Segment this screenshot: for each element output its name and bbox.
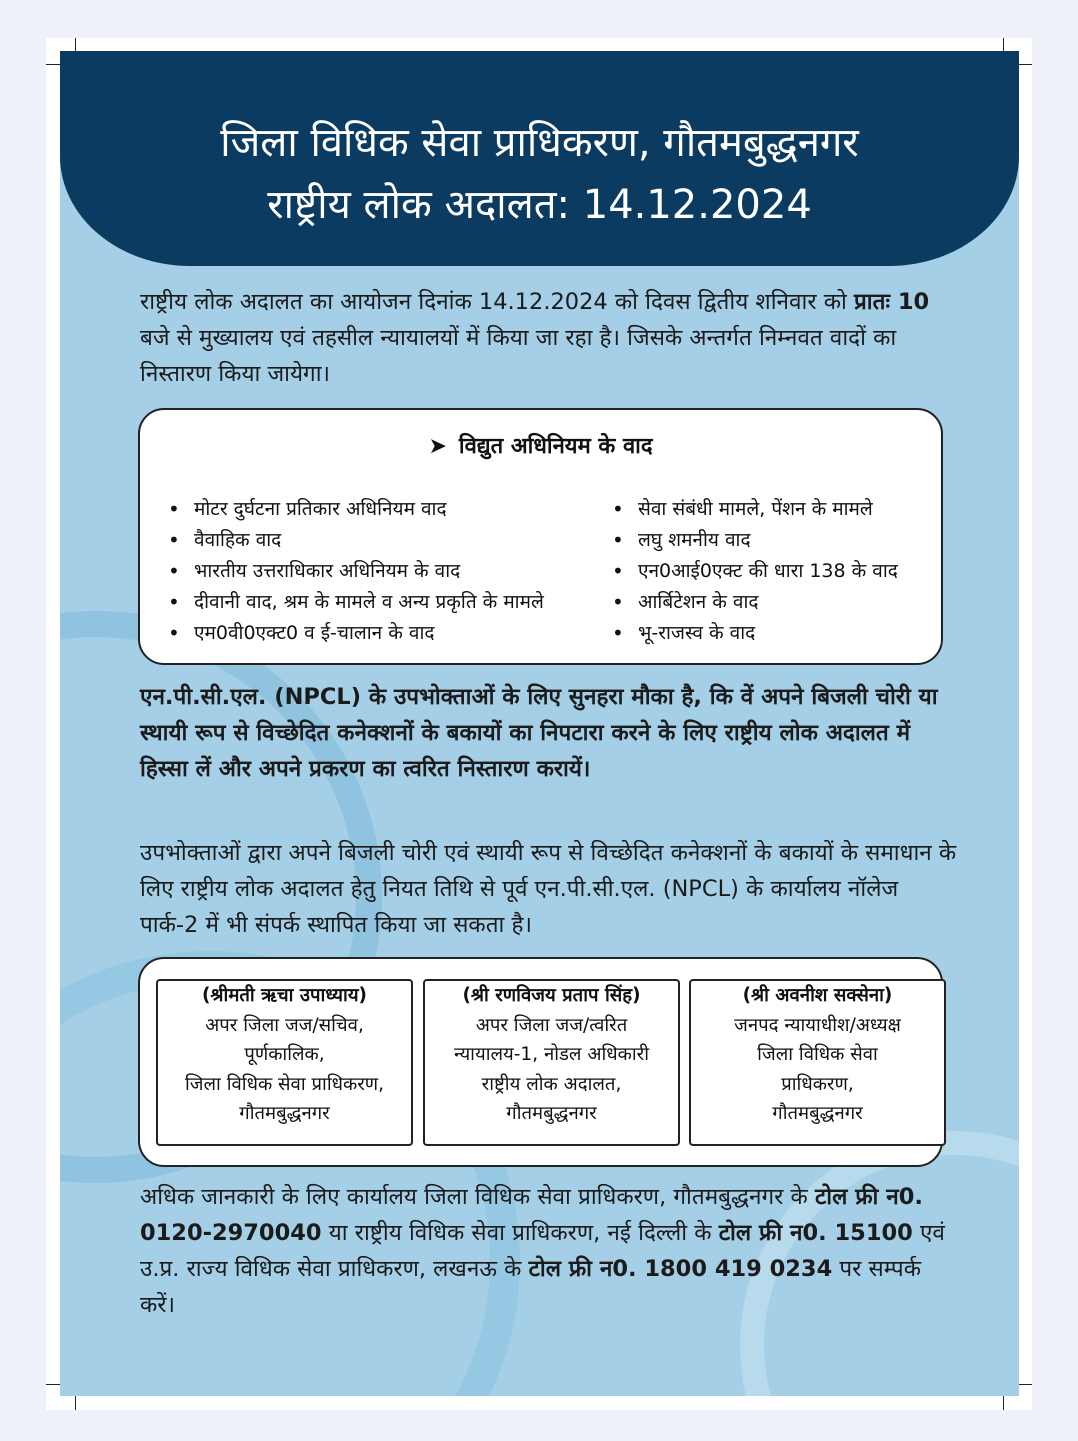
toll-free-number: टोल फ्री न0. 0120-2970040 [140, 1184, 923, 1246]
case-list-right [612, 494, 898, 649]
list-item: • भारतीय उत्तराधिकार अधिनियम के वाद [168, 556, 544, 587]
official-title: पूर्णकालिक, [244, 1044, 325, 1065]
official-title: गौतमबुद्धनगर [772, 1103, 863, 1124]
list-item: • मोटर दुर्घटना प्रतिकार अधिनियम वाद [168, 494, 544, 525]
official-title: जिला विधिक सेवा प्राधिकरण, [184, 1073, 385, 1095]
intro-text-2: बजे से मुख्यालय एवं तहसील न्यायालयों में किया जा रहा है। जिसके अन्तर्गत निम्नवत वादों का निस्तारण किया जायेगा। [140, 325, 897, 387]
list-item: • सेवा संबंधी मामले, पेंशन के मामले [612, 494, 898, 525]
case-box-heading-text: विद्युत अधिनियम के वाद [458, 434, 653, 459]
intro-paragraph [140, 284, 960, 392]
intro-text: राष्ट्रीय लोक अदालत का आयोजन दिनांक 14.12.2024 को दिवस द्वितीय शनिवार को [140, 289, 847, 315]
official-title: अपर जिला जज/त्वरित [475, 1014, 628, 1036]
list-item: • एन0आई0एक्ट की धारा 138 के वाद [612, 556, 898, 587]
case-box-heading [140, 430, 941, 460]
intro-time: प्रातः 10 [853, 289, 930, 315]
official-card [689, 979, 946, 1146]
footer-contact-paragraph [140, 1179, 960, 1323]
case-list-left [168, 494, 544, 649]
crop-mark [75, 1396, 76, 1410]
toll-free-number: टोल फ्री न0. 1800 419 0234 [528, 1256, 833, 1282]
list-item: • दीवानी वाद, श्रम के मामले व अन्य प्रकृति के मामले [168, 587, 544, 618]
official-card [423, 979, 680, 1146]
official-name: (श्रीमती ऋचा उपाध्याय) [201, 985, 368, 1006]
list-item: • आर्बिटेशन के वाद [612, 587, 898, 618]
list-item: • वैवाहिक वाद [168, 525, 544, 556]
toll-free-number: टोल फ्री न0. 15100 [718, 1220, 913, 1246]
official-name: (श्री अवनीश सक्सेना) [742, 985, 893, 1006]
footer-text: पर सम्पर्क करें। [140, 1256, 921, 1318]
footer-text: या राष्ट्रीय विधिक सेवा प्राधिकरण, नई दिल्ली के [328, 1220, 712, 1246]
npcl-contact-paragraph: उपभोक्ताओं द्वारा अपने बिजली चोरी एवं स्थायी रूप से विच्छेदित कनेक्शनों के बकायों के समाधान के लिए राष्ट्रीय लोक अदालत हेतु नियत तिथि से पूर्व एन.पी.सी.एल. (NPCL) के कार्यालय नॉलेज पार्क-2 में भी संपर्क स्थापित किया जा सकता है। [140, 840, 957, 938]
npcl-highlight: एन.पी.सी.एल. (NPCL) के उपभोक्ताओं के लिए सुनहरा मौका है, कि वें अपने बिजली चोरी या स्थायी रूप से विच्छेदित कनेक्शनों के बकायों का निपटारा करने के लिए राष्ट्रीय लोक अदालत में हिस्सा लें और अपने प्रकरण का त्वरित निस्तारण करायें। [140, 684, 938, 782]
arrow-bullet-icon: ➤ [428, 434, 447, 459]
list-item: • भू-राजस्व के वाद [612, 618, 898, 649]
header-subtitle: राष्ट्रीय लोक अदालत: 14.12.2024 [267, 182, 812, 228]
official-title: गौतमबुद्धनगर [239, 1103, 330, 1124]
official-title: जनपद न्यायाधीश/अध्यक्ष [734, 1014, 901, 1036]
official-title: राष्ट्रीय लोक अदालत, [481, 1073, 622, 1095]
list-item: • एम0वी0एक्ट0 व ई-चालान के वाद [168, 618, 544, 649]
header-title: जिला विधिक सेवा प्राधिकरण, गौतमबुद्धनगर [220, 120, 859, 166]
poster [60, 51, 1019, 1396]
footer-text: अधिक जानकारी के लिए कार्यालय जिला विधिक सेवा प्राधिकरण, गौतमबुद्धनगर के [140, 1184, 808, 1210]
official-title: गौतमबुद्धनगर [506, 1103, 597, 1124]
case-types-box [138, 408, 943, 665]
official-title: जिला विधिक सेवा [757, 1044, 878, 1065]
official-title: न्यायालय-1, नोडल अधिकारी [453, 1044, 650, 1065]
official-title: प्राधिकरण, [781, 1073, 854, 1095]
list-item: • लघु शमनीय वाद [612, 525, 898, 556]
official-card [156, 979, 413, 1146]
footer-text: एवं उ.प्र. राज्य विधिक सेवा प्राधिकरण, लखनऊ के [140, 1220, 945, 1282]
officials-box [138, 957, 943, 1167]
header-banner [60, 51, 1019, 266]
crop-mark [1003, 1396, 1004, 1410]
official-title: अपर जिला जज/सचिव, [205, 1014, 364, 1036]
official-name: (श्री रणविजय प्रताप सिंह) [462, 985, 641, 1006]
